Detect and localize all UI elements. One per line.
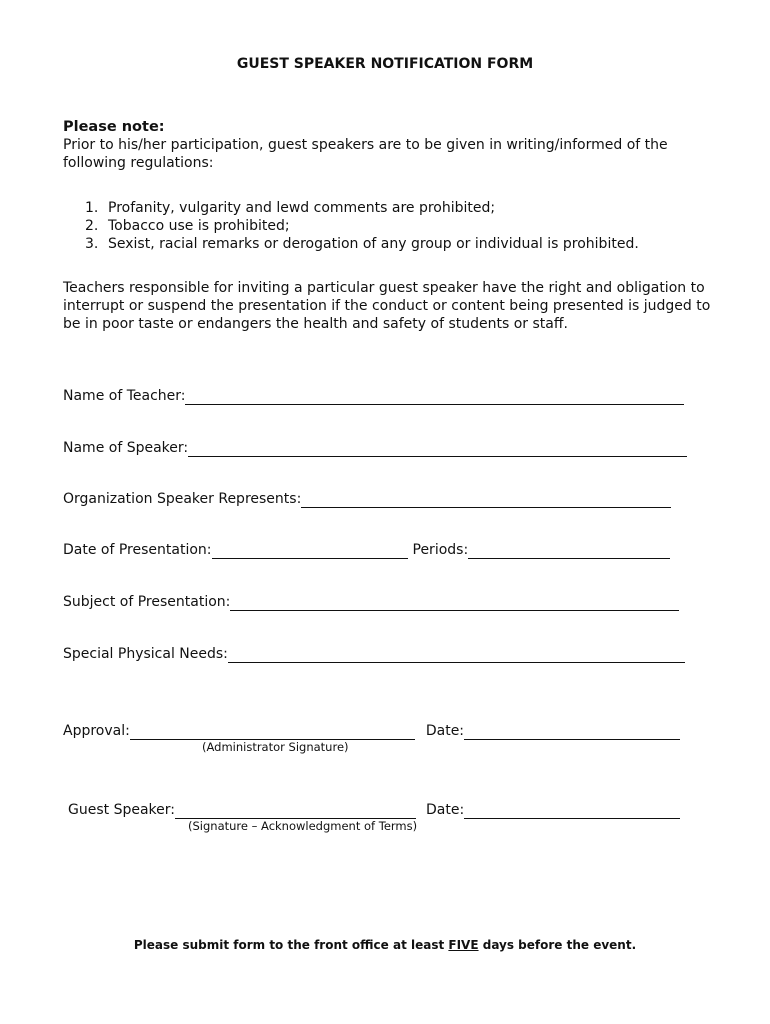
guest-date-line[interactable]: [464, 805, 680, 819]
submission-note: [0, 938, 770, 952]
teacher-name-line[interactable]: [185, 391, 684, 405]
approval-caption: (Administrator Signature): [202, 740, 349, 754]
submission-note-after: days before the event.: [478, 938, 637, 952]
list-item: [85, 199, 725, 217]
note-heading: Please note:: [63, 119, 165, 135]
form-title: GUEST SPEAKER NOTIFICATION FORM: [236, 56, 534, 72]
speaker-label: Name of Speaker:: [63, 440, 189, 456]
organization-field-row: [63, 490, 671, 508]
guest-date-label: Date:: [425, 802, 465, 818]
special-needs-label: Special Physical Needs:: [63, 646, 228, 662]
note-text: Prior to his/her participation, guest speakers are to be given in writing/informed of the following regulations:: [63, 137, 668, 171]
date-periods-row: [63, 541, 670, 559]
approval-row: [63, 722, 680, 740]
responsibility-paragraph: Teachers responsible for inviting a particular guest speaker have the right and obligation to interrupt or suspend the presentation if the conduct or content being presented is judged to be in poor taste or endangers the health and safety of students or staff.: [63, 280, 711, 332]
organization-line[interactable]: [301, 494, 671, 508]
approval-date-label: Date:: [425, 723, 465, 739]
regulations-list: [85, 199, 725, 253]
list-item-number: 1.: [85, 200, 99, 216]
approval-signature-line[interactable]: [130, 726, 415, 740]
list-item-text: Profanity, vulgarity and lewd comments are prohibited;: [108, 200, 496, 216]
periods-label: Periods:: [412, 542, 469, 558]
approval-label: Approval:: [63, 723, 130, 739]
teacher-label: Name of Teacher:: [63, 388, 186, 404]
list-item: [85, 235, 725, 253]
list-item-text: Tobacco use is prohibited;: [108, 218, 290, 234]
list-item-number: 2.: [85, 218, 99, 234]
submission-note-before: Please submit form to the front office at least: [133, 938, 449, 952]
guest-caption: (Signature – Acknowledgment of Terms): [188, 819, 418, 833]
special-needs-row: [63, 645, 685, 663]
organization-label: Organization Speaker Represents:: [63, 491, 302, 507]
subject-label: Subject of Presentation:: [63, 594, 231, 610]
special-needs-line[interactable]: [228, 649, 685, 663]
teacher-field-row: [63, 387, 684, 405]
submission-note-emphasis: FIVE: [448, 938, 479, 952]
speaker-name-line[interactable]: [188, 443, 687, 457]
list-item-number: 3.: [85, 236, 99, 252]
date-presentation-label: Date of Presentation:: [63, 542, 212, 558]
guest-signature-line[interactable]: [175, 805, 416, 819]
note-section: [63, 118, 713, 172]
speaker-field-row: [63, 439, 687, 457]
guest-speaker-label: Guest Speaker:: [68, 802, 175, 818]
subject-field-row: [63, 593, 679, 611]
date-presentation-line[interactable]: [212, 545, 408, 559]
list-item: [85, 217, 725, 235]
guest-speaker-row: [68, 801, 680, 819]
periods-line[interactable]: [468, 545, 670, 559]
list-item-text: Sexist, racial remarks or derogation of any group or individual is prohibited.: [108, 236, 639, 252]
subject-line[interactable]: [230, 597, 679, 611]
approval-date-line[interactable]: [464, 726, 680, 740]
